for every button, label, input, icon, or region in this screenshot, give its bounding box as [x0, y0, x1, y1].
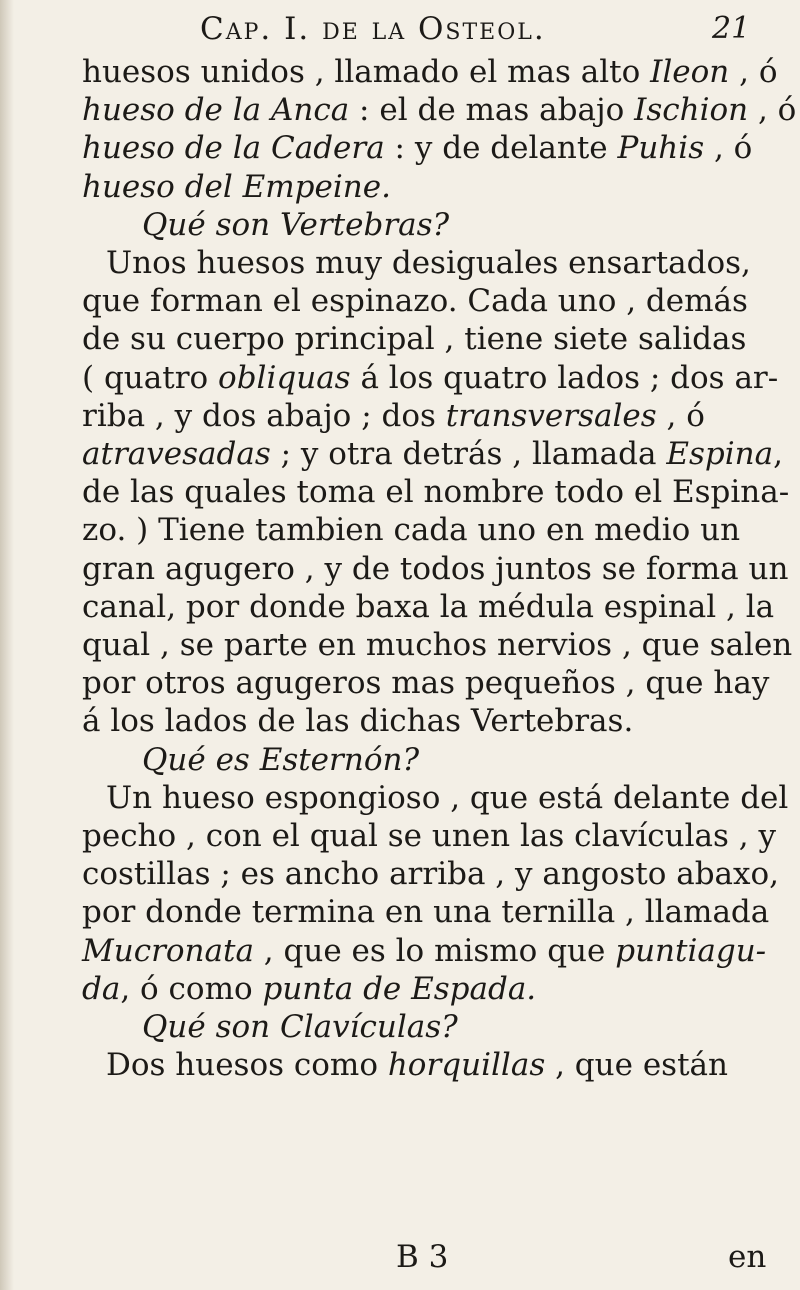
text-run: Unos huesos muy desiguales ensartados, — [106, 245, 751, 281]
text-line — [82, 854, 779, 894]
italic-run: Ileon — [650, 54, 730, 90]
text-run: : y de delante — [384, 130, 618, 167]
text-run: , que es lo mismo que — [253, 932, 616, 969]
text-line — [142, 1007, 458, 1047]
text-line — [82, 510, 740, 550]
text-line — [82, 663, 769, 703]
italic-run: da — [82, 970, 121, 1007]
text-line — [82, 396, 705, 436]
italic-run: Qué es Esternón? — [142, 741, 420, 778]
text-run: canal, por donde baxa la médula espinal , la — [82, 588, 775, 625]
text-run: Un hueso espongioso , que está delante del — [106, 779, 789, 816]
text-line — [82, 319, 746, 359]
italic-run: obliquas — [218, 359, 351, 396]
text-run: á los quatro lados ; dos ar- — [350, 359, 779, 396]
italic-run: punta de Espada. — [262, 970, 537, 1007]
running-title: Cap. I. de la Osteol. — [200, 11, 546, 47]
text-run: Dos huesos como — [106, 1047, 388, 1084]
text-line — [82, 701, 633, 741]
italic-run: horquillas — [387, 1047, 546, 1084]
italic-run: hueso de la Anca — [82, 92, 350, 129]
italic-run: hueso del Empeine. — [82, 168, 391, 205]
text-run: que forman el espinazo. Cada uno , demás — [82, 283, 748, 320]
italic-run: Espina — [666, 436, 774, 472]
italic-run: atravesadas — [82, 436, 271, 472]
text-run: , ó — [704, 130, 753, 167]
text-line — [82, 281, 748, 321]
text-line — [106, 778, 788, 818]
text-run: , — [773, 436, 783, 472]
italic-run: Mucronata — [82, 932, 254, 969]
catchword: en — [728, 1239, 767, 1275]
text-line — [82, 434, 783, 474]
text-run: , ó — [748, 92, 797, 129]
text-line — [82, 549, 788, 589]
text-line — [142, 740, 419, 780]
text-line — [106, 243, 751, 283]
text-run: por donde termina en una ternilla , llamada — [82, 894, 770, 931]
text-line — [82, 892, 769, 932]
text-line — [82, 969, 536, 1009]
text-run: á los lados de las dichas Vertebras. — [82, 703, 634, 740]
page-number: 21 — [712, 11, 751, 46]
italic-run: Qué son Clavículas? — [142, 1009, 458, 1045]
page-footer — [0, 1237, 800, 1277]
text-run: , ó como — [120, 970, 263, 1007]
text-line — [106, 1045, 728, 1085]
text-run: , ó — [729, 54, 778, 90]
text-line — [82, 358, 778, 398]
text-line — [82, 128, 752, 168]
text-run: , que están — [545, 1047, 728, 1084]
text-run: , ó — [656, 397, 705, 434]
text-run: de las quales toma el nombre todo el Espina- — [82, 474, 790, 511]
text-line — [82, 472, 789, 512]
text-line — [82, 931, 766, 971]
text-run: ( quatro — [82, 359, 219, 396]
text-run: por otros agugeros mas pequeños , que hay — [82, 665, 770, 702]
text-run: zo. ) Tiene tambien cada uno en medio un — [82, 512, 741, 549]
page-gutter-shadow — [0, 0, 14, 1290]
text-line — [82, 816, 776, 856]
text-run: huesos unidos , llamado el mas alto — [82, 54, 651, 90]
text-run: gran agugero , y de todos juntos se forma un — [82, 550, 789, 587]
text-line — [82, 52, 778, 92]
italic-run: hueso de la Cadera — [82, 130, 385, 167]
text-run: pecho , con el qual se unen las clavículas , y — [82, 818, 777, 854]
text-run: qual , se parte en muchos nervios , que salen — [82, 627, 793, 663]
italic-run: Ischion — [634, 92, 749, 129]
text-line — [82, 625, 792, 665]
text-run: ; y otra detrás , llamada — [270, 436, 667, 472]
text-run: de su cuerpo principal , tiene siete salidas — [82, 321, 747, 358]
signature-mark: B 3 — [396, 1239, 449, 1275]
text-run: costillas ; es ancho arriba , y angosto abaxo, — [82, 856, 780, 893]
text-line — [82, 167, 391, 207]
italic-run: Qué son Vertebras? — [142, 206, 450, 243]
text-line — [142, 205, 449, 245]
italic-run: transversales — [445, 397, 657, 434]
italic-run: puntiagu- — [615, 932, 767, 969]
text-line — [82, 587, 774, 627]
text-line — [82, 90, 796, 130]
text-run: riba , y dos abajo ; dos — [82, 397, 446, 434]
page-header — [0, 6, 800, 52]
text-run: : el de mas abajo — [349, 92, 635, 129]
italic-run: Puhis — [617, 130, 705, 167]
